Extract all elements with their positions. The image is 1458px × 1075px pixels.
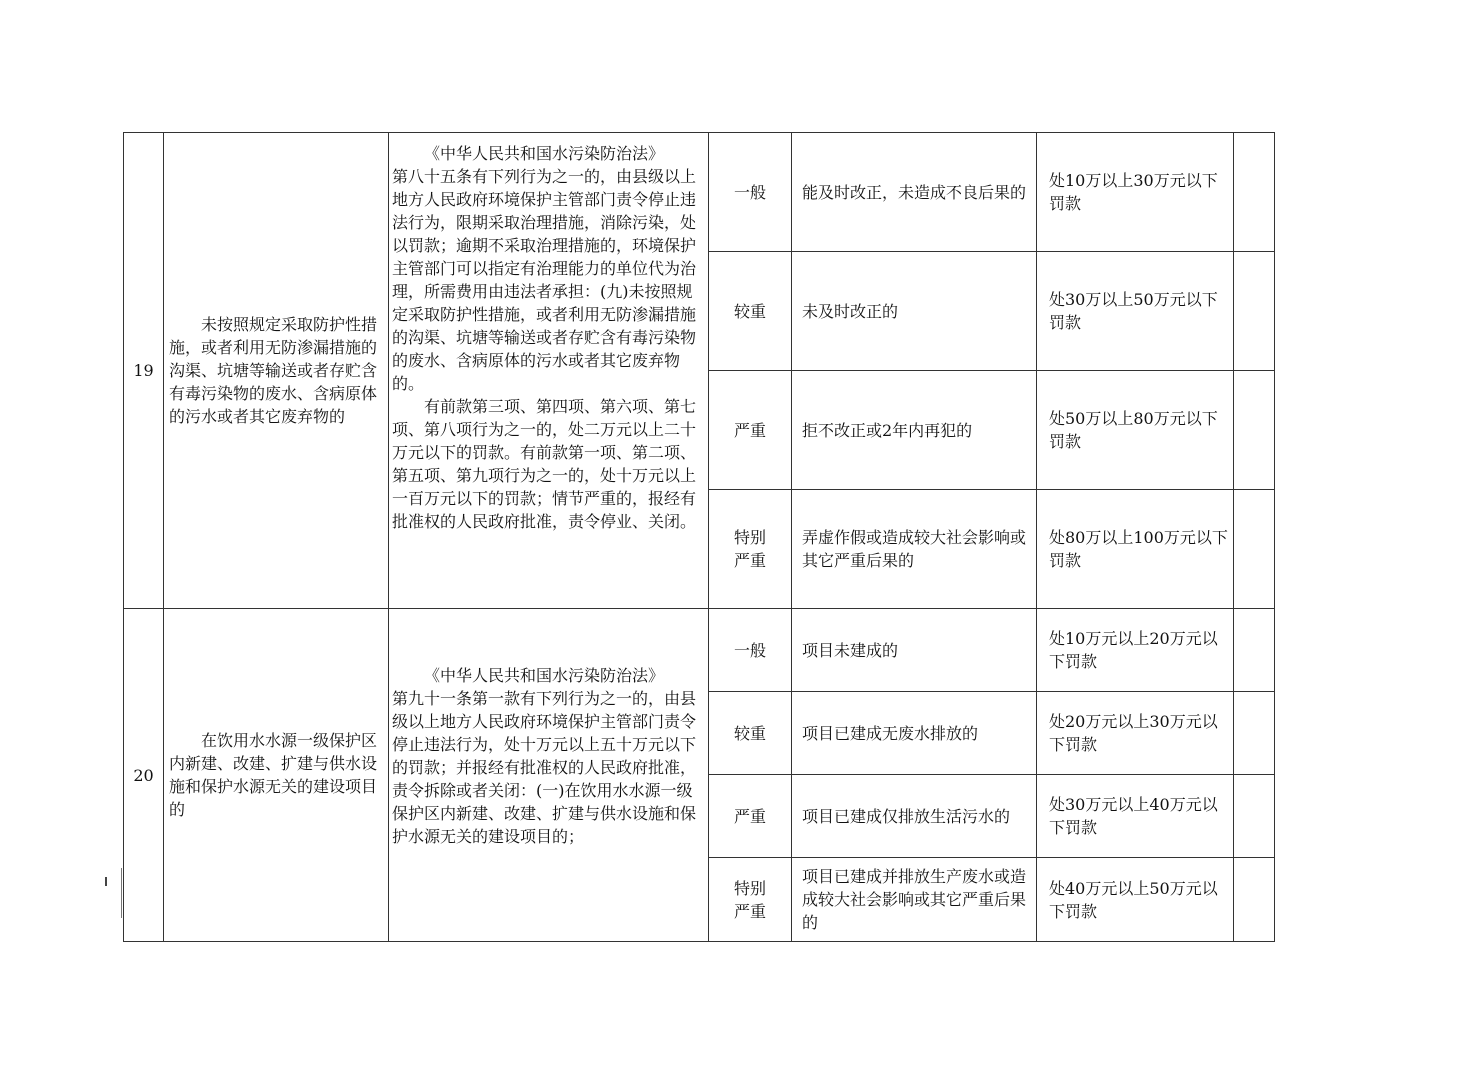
remarks-cell: [1234, 609, 1275, 692]
law-title: 《中华人民共和国水污染防治法》: [424, 666, 665, 685]
severity-level: 严重: [709, 775, 792, 858]
legal-basis: [389, 133, 709, 609]
penalty-standard: 处30万以上50万元以下罚款: [1037, 252, 1234, 371]
violation-text: 未按照规定采取防护性措施，或者利用无防渗漏措施的沟渠、坑塘等输送或者存贮含有毒污染物的废水、含病原体的污水或者其它废弃物的: [169, 315, 378, 426]
law-clause-penalty: 有前款第三项、第四项、第六项、第七项、第八项行为之一的，处二万元以上二十万元以下的罚款。有前款第一项、第二项、第五项、第九项行为之一的，处十万元以上一百万元以下的罚款；情节严重的，报经有批准权的人民政府批准，责令停业、关闭。: [392, 397, 697, 531]
remarks-cell: [1234, 775, 1275, 858]
circumstance: 项目未建成的: [792, 609, 1037, 692]
table-row: [124, 133, 1275, 252]
remarks-cell: [1234, 858, 1275, 942]
circumstance: 项目已建成仅排放生活污水的: [792, 775, 1037, 858]
violation-description: [164, 609, 389, 942]
circumstance: 弄虚作假或造成较大社会影响或其它严重后果的: [792, 490, 1037, 609]
table-row: [124, 609, 1275, 692]
circumstance: 拒不改正或2年内再犯的: [792, 371, 1037, 490]
penalty-discretion-table: [123, 132, 1275, 942]
severity-level: 较重: [709, 252, 792, 371]
violation-description: [164, 133, 389, 609]
margin-mark: [105, 877, 107, 886]
penalty-standard: 处10万元以上20万元以下罚款: [1037, 609, 1234, 692]
penalty-standard: 处40万元以上50万元以下罚款: [1037, 858, 1234, 942]
circumstance: 未及时改正的: [792, 252, 1037, 371]
remarks-cell: [1234, 133, 1275, 252]
item-number: 19: [124, 133, 164, 609]
circumstance: 项目已建成并排放生产废水或造成较大社会影响或其它严重后果的: [792, 858, 1037, 942]
legal-basis: [389, 609, 709, 942]
law-clause: 第八十五条有下列行为之一的，由县级以上地方人民政府环境保护主管部门责令停止违法行为，限期采取治理措施，消除污染，处以罚款；逾期不采取治理措施的，环境保护主管部门可以指定有治理能力的单位代为治理，所需费用由违法者承担：(九)未按照规定采取防护性措施，或者利用无防渗漏措施的沟渠、坑塘等输送或者存贮含有毒污染物的废水、含病原体的污水或者其它废弃物的。: [392, 167, 697, 393]
circumstance: 能及时改正，未造成不良后果的: [792, 133, 1037, 252]
remarks-cell: [1234, 371, 1275, 490]
severity-level: 特别 严重: [709, 858, 792, 942]
severity-level: 一般: [709, 609, 792, 692]
law-clause: 第九十一条第一款有下列行为之一的，由县级以上地方人民政府环境保护主管部门责令停止违法行为，处十万元以上五十万元以下的罚款；并报经有批准权的人民政府批准，责令拆除或者关闭：(一)在饮用水水源一级保护区内新建、改建、扩建与供水设施和保护水源无关的建设项目的；: [392, 689, 697, 846]
severity-level: 特别 严重: [709, 490, 792, 609]
penalty-standard: 处10万以上30万元以下罚款: [1037, 133, 1234, 252]
penalty-standard: 处30万元以上40万元以下罚款: [1037, 775, 1234, 858]
remarks-cell: [1234, 692, 1275, 775]
item-number: 20: [124, 609, 164, 942]
violation-text: 在饮用水水源一级保护区内新建、改建、扩建与供水设施和保护水源无关的建设项目的: [169, 731, 378, 819]
remarks-cell: [1234, 490, 1275, 609]
law-title: 《中华人民共和国水污染防治法》: [424, 144, 665, 163]
severity-level: 较重: [709, 692, 792, 775]
severity-level: 严重: [709, 371, 792, 490]
margin-line: [121, 868, 122, 918]
penalty-standard: 处20万元以上30万元以下罚款: [1037, 692, 1234, 775]
penalty-standard: 处80万以上100万元以下罚款: [1037, 490, 1234, 609]
remarks-cell: [1234, 252, 1275, 371]
severity-level: 一般: [709, 133, 792, 252]
penalty-standard: 处50万以上80万元以下罚款: [1037, 371, 1234, 490]
circumstance: 项目已建成无废水排放的: [792, 692, 1037, 775]
